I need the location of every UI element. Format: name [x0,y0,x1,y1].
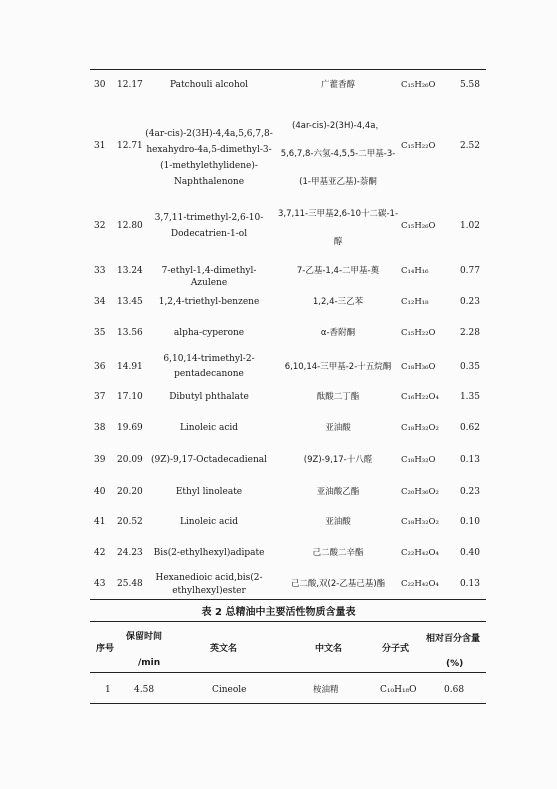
chinese-name: 己二酸,双(2-乙基己基)酯 [290,579,386,589]
percentage: 0.13 [459,579,480,589]
chinese-name: 酞酸二丁酯 [316,392,360,402]
english-name: Bis(2-ethylhexyl)adipate [153,548,265,558]
percentage: 0.35 [459,362,480,372]
formula: C₁₈H₃₂O [401,455,436,465]
formula: C₂₀H₃₆O₂ [401,487,439,497]
row-number: 43 [94,579,106,589]
english-name: (9Z)-9,17-Octadecadienal [150,455,268,465]
english-name: Linoleic acid [179,517,239,527]
formula: C₂₂H₄₂O₄ [401,579,439,589]
retention-time: 17.10 [117,392,143,402]
header-formula: 分子式 [382,644,410,654]
chinese-name: 3,7,11-三甲基2,6-10十二碳-1-醇 [277,209,399,247]
row-number: 41 [94,517,106,527]
formula: C₁₂H₁₈ [401,297,429,307]
row-number: 31 [94,141,106,151]
english-name: Ethyl linoleate [175,487,243,497]
header-rt-line1: 保留时间 [126,632,163,642]
table1-bottom-rule [90,599,486,600]
retention-time: 12.71 [117,141,143,151]
english-name: 6,10,14-trimethyl-2-pentadecanone [163,354,255,379]
retention-time: 14.91 [117,362,143,372]
table1-top-rule [90,69,486,70]
english-name: Linoleic acid [179,423,239,433]
formula: C₁₅H₂₆O [401,80,436,90]
chinese-name: 亚油酸 [325,517,351,527]
formula: C₁₅H₂₂O [401,141,436,151]
retention-time: 24.23 [117,548,143,558]
row-number: 39 [94,455,106,465]
row-number: 40 [94,487,106,497]
formula: C₁₀H₁₈O [380,685,417,695]
percentage: 0.13 [459,455,480,465]
percentage: 1.35 [459,392,480,402]
row-number: 42 [94,548,106,558]
formula: C₁₆H₂₂O₄ [401,392,439,402]
retention-time: 20.20 [117,487,143,497]
english-name: alpha-cyperone [173,328,245,338]
percentage: 2.28 [459,328,480,338]
english-name: Hexanedioic acid,bis(2-ethylhexyl)ester [155,573,263,596]
chinese-name: α-香附酮 [320,328,356,338]
percentage: 2.52 [459,141,480,151]
header-zh: 中文名 [315,644,343,654]
retention-time: 13.45 [117,297,143,307]
english-name: 7-ethyl-1,4-dimethyl-Azulene [161,266,257,288]
header-no: 序号 [96,644,115,654]
chinese-name: 桉油精 [313,685,339,695]
retention-time: 12.17 [117,80,143,90]
formula: C₁₅H₂₆O [401,221,436,231]
percentage: 0.23 [459,297,480,307]
english-name: (4ar-cis)-2(3H)-4,4a,5,6,7,8-hexahydro-4a,5-dimethyl-3-(1-methylethylidene)-Naphthalenone [145,129,273,187]
retention-time: 20.52 [117,517,143,527]
row-number: 34 [94,297,106,307]
retention-time: 4.58 [134,685,155,695]
chinese-name: 1,2,4-三乙苯 [312,297,364,307]
retention-time: 13.56 [117,328,143,338]
chinese-name: 亚油酸乙酯 [316,487,360,497]
retention-time: 19.69 [117,423,143,433]
retention-time: 13.24 [117,266,143,276]
chinese-name: (4ar-cis)-2(3H)-4,4a，5,6,7,8-六氢-4,5,5-二甲基-3-(1-甲基亚乙基)-萘酮 [280,121,396,187]
english-name: Patchouli alcohol [169,80,249,90]
formula: C₁₈H₃₂O₂ [401,517,439,527]
chinese-name: 7-乙基-1,4-二甲基-薁 [296,266,380,276]
english-name: Dibutyl phthalate [169,392,249,402]
chinese-name: 亚油酸 [325,423,351,433]
formula: C₁₅H₂₂O [401,328,436,338]
percentage: 1.02 [459,221,480,231]
percentage: 0.23 [459,487,480,497]
row-number: 37 [94,392,106,402]
chinese-name: 己二酸二辛酯 [312,548,364,558]
row-number: 30 [94,80,106,90]
percentage: 0.68 [444,685,465,695]
row-number: 38 [94,423,106,433]
english-name: Cineole [212,685,247,695]
chinese-name: 广藿香醇 [320,80,355,90]
percentage: 0.40 [459,548,480,558]
row-number: 1 [105,685,111,695]
english-name: 3,7,11-trimethyl-2,6-10-Dodecatrien-1-ol [154,213,264,239]
percentage: 0.62 [459,423,480,433]
formula: C₁₈H₃₂O₂ [401,423,439,433]
row-number: 33 [94,266,106,276]
header-pct-line2: (%) [446,659,464,669]
header-pct-line1: 相对百分含量 [426,634,481,644]
retention-time: 25.48 [117,579,143,589]
header-rt-line2: /min [138,658,161,668]
table2-header-rule [90,672,486,673]
formula: C₂₂H₄₂O₄ [401,548,439,558]
row-number: 35 [94,328,106,338]
percentage: 0.10 [459,517,480,527]
formula: C₁₄H₁₆ [401,266,429,276]
table2-top-rule [90,621,486,622]
percentage: 0.77 [459,266,480,276]
chinese-name: (9Z)-9,17-十八醛 [303,455,373,465]
table2-row-rule [90,703,486,704]
formula: C₁₈H₃₆O [401,362,436,372]
percentage: 5.58 [459,80,480,90]
table2-title: 表 2 总精油中主要活性物质含量表 [201,607,356,618]
row-number: 32 [94,221,106,231]
row-number: 36 [94,362,106,372]
retention-time: 12.80 [117,221,143,231]
header-en: 英文名 [210,644,238,654]
english-name: 1,2,4-triethyl-benzene [158,297,260,307]
chinese-name: 6,10,14-三甲基-2-十五烷酮 [284,362,392,372]
retention-time: 20.09 [117,455,143,465]
